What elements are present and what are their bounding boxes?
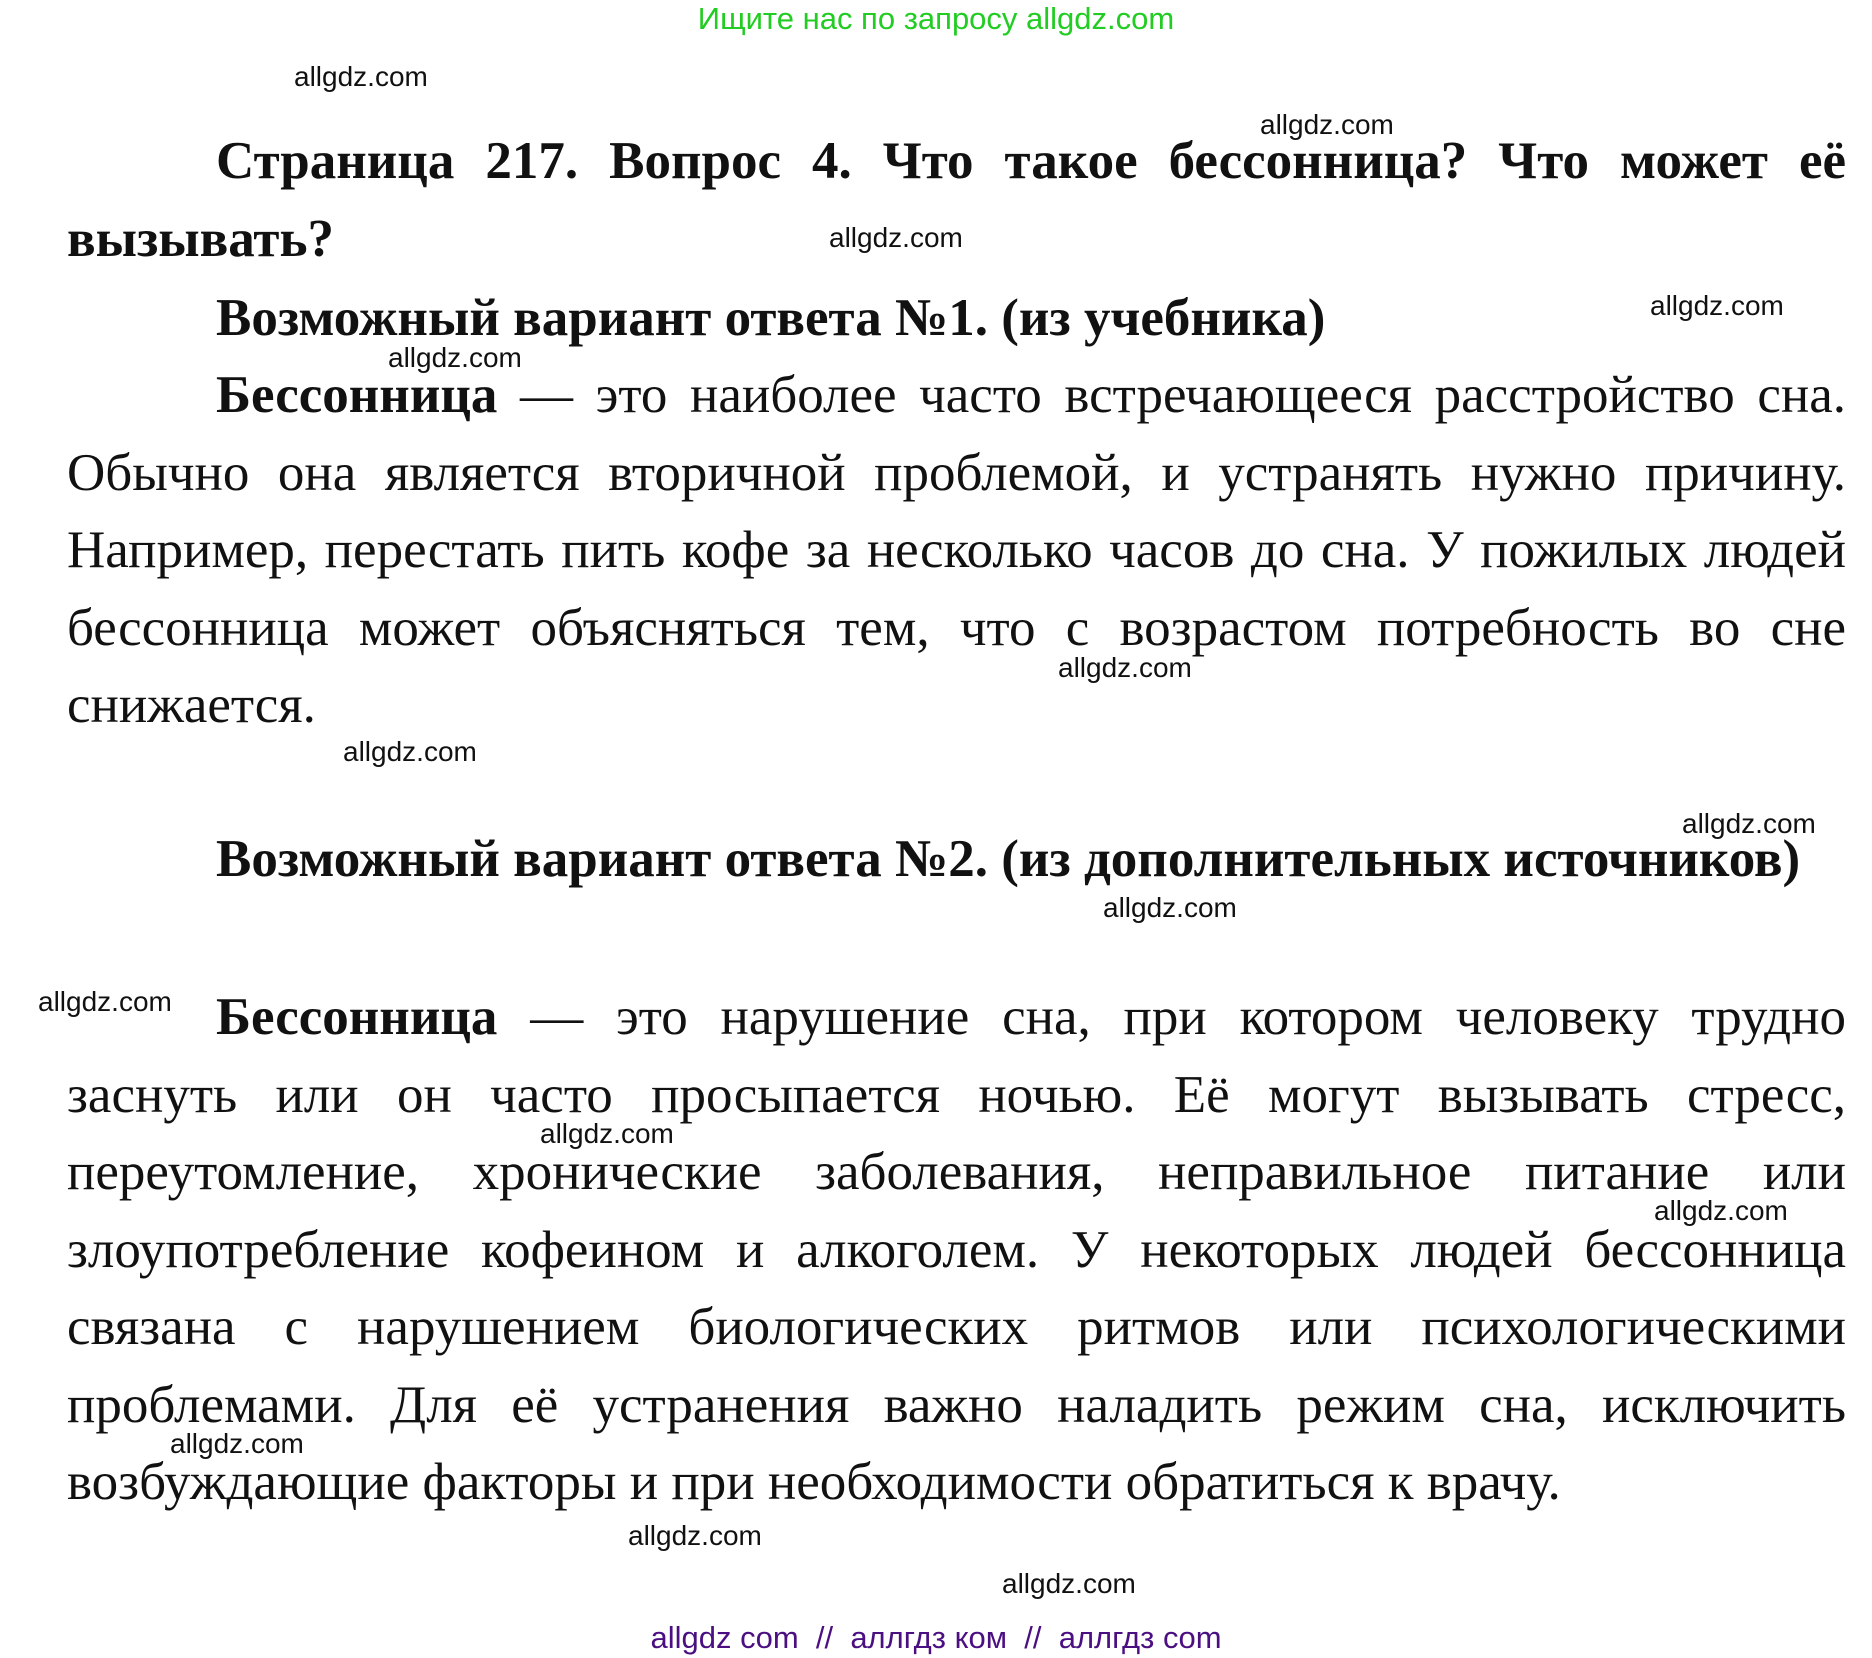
answer1-term: Бессонница [216,366,498,424]
footer-banner: allgdz com // аллгдз ком // аллгдз com [650,1620,1222,1655]
watermark: allgdz.com [343,736,477,767]
watermark: allgdz.com [388,342,522,373]
answer2-heading: Возможный вариант ответа №2. (из дополнительных источников) [216,830,1801,888]
watermark: allgdz.com [628,1520,762,1551]
watermark: allgdz.com [1654,1195,1788,1226]
watermark: allgdz.com [1103,892,1237,923]
watermark: allgdz.com [170,1428,304,1459]
answer2-text: — это нарушение сна, при котором человеку трудно заснуть или он часто просыпается ночью. Её могут вызывать стресс, переутомление, хронические заболевания, неправильное питание или злоупотребление кофеином и алкоголем. У некоторых людей бессонница связана с нарушением биологических ритмов или психологическими проблемами. Для её устранения важно наладить режим сна, исключить возбуждающие факторы и при необходимости обратиться к врачу. [67,988,1846,1511]
watermark: allgdz.com [38,986,172,1017]
watermark: allgdz.com [1058,652,1192,683]
watermark: allgdz.com [1650,290,1784,321]
answer2-term: Бессонница [216,988,498,1046]
answer1-heading: Возможный вариант ответа №1. (из учебника) [216,289,1326,347]
question-heading: Страница 217. Вопрос 4. Что такое бессонница? Что может её вызывать? [67,132,1846,268]
watermark: allgdz.com [1260,109,1394,140]
watermark: allgdz.com [1682,808,1816,839]
answer1-body [67,357,1846,745]
watermark: allgdz.com [294,61,428,92]
header-banner: Ищите нас по запросу allgdz.com [697,1,1175,36]
watermark: allgdz.com [829,222,963,253]
answer1-text: — это наиболее часто встречающееся расстройство сна. Обычно она является вторичной проблемой, и устранять нужно причину. Например, перестать пить кофе за несколько часов до сна. У пожилых людей бессонница может объясняться тем, что с возрастом потребность во сне снижается. [67,366,1846,734]
watermark: allgdz.com [540,1118,674,1149]
answer2-body [67,979,1846,1522]
watermark: allgdz.com [1002,1568,1136,1599]
